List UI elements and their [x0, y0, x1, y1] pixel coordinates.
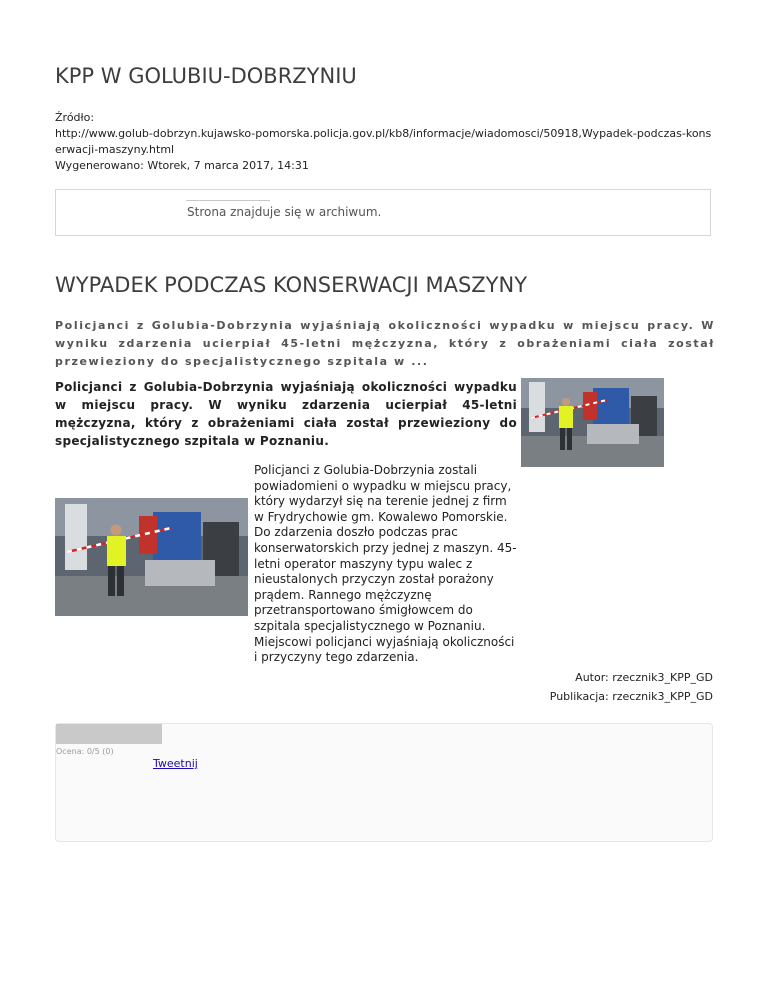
site-title: KPP W GOLUBIU-DOBRZYNIU [55, 64, 357, 88]
article-title: WYPADEK PODCZAS KONSERWACJI MASZYNY [55, 273, 528, 297]
article-lead: Policjanci z Golubia-Dobrzynia wyjaśniają okoliczności wypadku w miejscu pracy. W wyniku zdarzenia ucierpiał 45-letni mężczyzna, który z obrażeniami ciała został przewieziony do specjalistycznego szpitala w ... [55, 319, 715, 368]
archive-notice-box [55, 189, 711, 236]
article-photo-left[interactable] [55, 498, 248, 616]
article-body: Policjanci z Golubia-Dobrzynia zostali powiadomieni o wypadku w miejscu pracy, który wydarzył się na terenie jednej z firm w Frydrychowie gm. Kowalewo Pomorskie. Do zdarzenia doszło podczas prac konserwatorskich przy jednej z maszyn. 45-letni operator maszyny typu walec z nieustalonych przyczyn został porażony prądem. Rannego mężczyznę przetransportowano śmigłowcem do szpitala specjalistycznego w Poznaniu. Miejscowi policjanci wyjaśniają okoliczności i przyczyny tego zdarzenia. [254, 463, 517, 665]
article-photo-top[interactable] [521, 378, 664, 467]
rating-panel [55, 723, 713, 842]
article-lead-full: Policjanci z Golubia-Dobrzynia wyjaśniają okoliczności wypadku w miejscu pracy. W wyniku zdarzenia ucierpiał 45-letni mężczyzna, który z obrażeniami ciała został przewieziony do specjalistycznego szpitala w Poznaniu. [55, 380, 517, 448]
archive-notice: Strona znajduje się w archiwum. [187, 205, 382, 219]
source-label: Źródło: [55, 111, 95, 124]
rating-stars[interactable] [56, 724, 162, 744]
accident-scene-image [55, 498, 248, 616]
publication: Publikacja: rzecznik3_KPP_GD [549, 690, 713, 703]
archive-divider [186, 200, 270, 201]
generated-timestamp: Wygenerowano: Wtorek, 7 marca 2017, 14:31 [55, 159, 309, 172]
source-url: http://www.golub-dobrzyn.kujawsko-pomorska.policja.gov.pl/kb8/informacje/wiadomosci/50918,Wypadek-podczas-konserwacji-maszyny.html [55, 127, 712, 156]
source-info [55, 110, 715, 174]
accident-scene-image [521, 378, 664, 467]
article-meta [550, 668, 713, 706]
rating-text: Ocena: 0/5 (0) [56, 747, 114, 756]
tweet-link[interactable]: Tweetnij [153, 757, 198, 770]
author: Autor: rzecznik3_KPP_GD [575, 671, 713, 684]
